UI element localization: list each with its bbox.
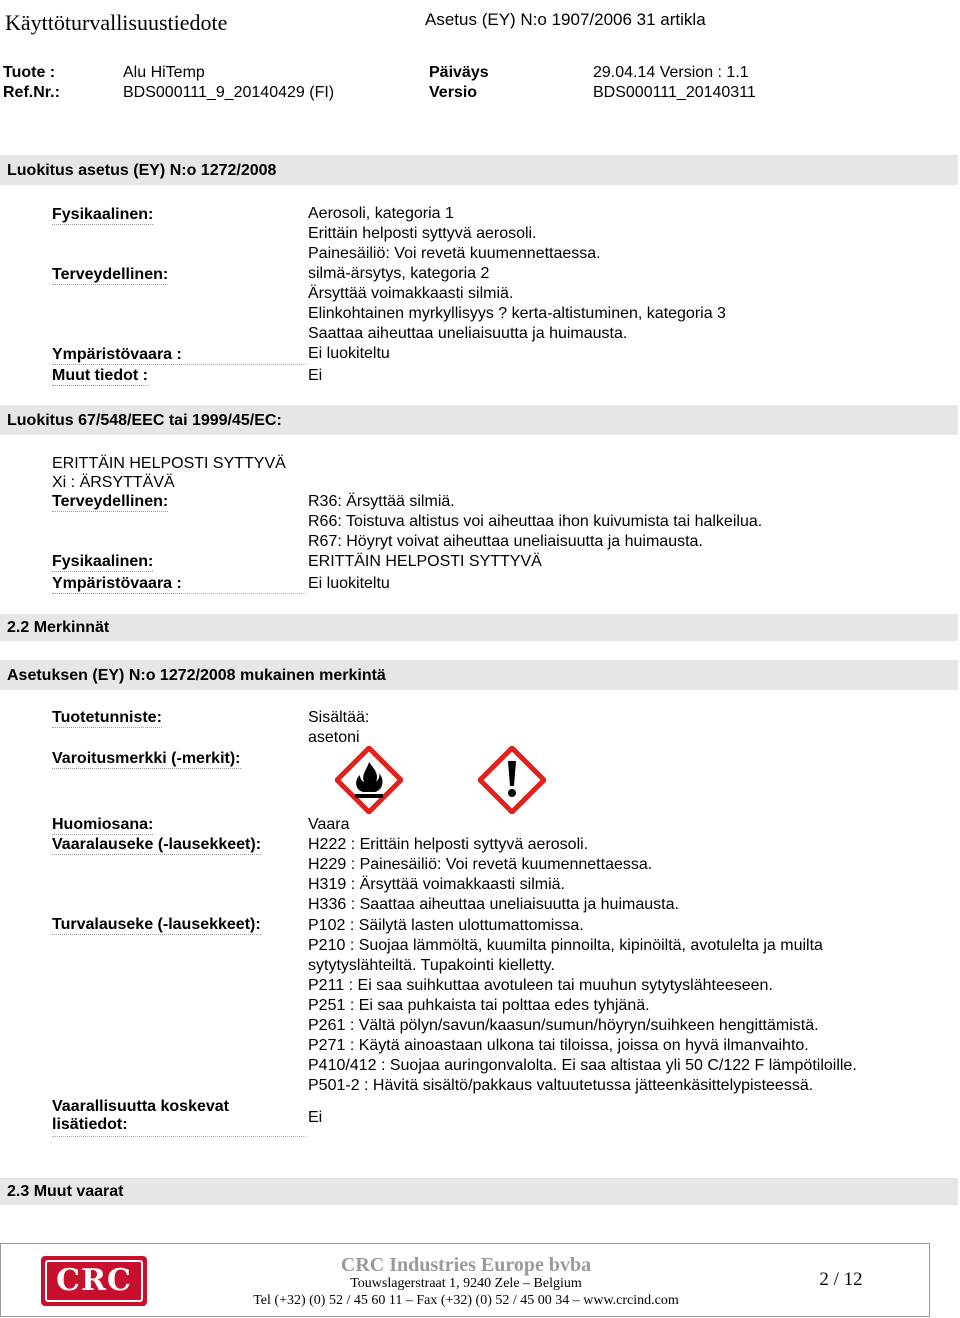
clp-heading: Luokitus asetus (EY) N:o 1272/2008 <box>7 162 277 179</box>
product-name: Alu HiTemp <box>123 64 205 81</box>
labelling-heading-bar <box>0 660 958 690</box>
precautionary-statements <box>308 916 857 1096</box>
ref-number: BDS000111_9_20140429 (FI) <box>123 84 335 101</box>
hazard-statement: H336 : Saattaa aiheuttaa uneliaisuutta ja huimausta. <box>308 896 679 913</box>
exclamation-pictogram-icon <box>478 746 546 814</box>
clp-env-value: Ei luokiteltu <box>308 345 390 362</box>
clp-health-text <box>308 264 726 344</box>
clp-physical-line: Aerosoli, kategoria 1 <box>308 205 454 222</box>
dsd-health-label: Terveydellinen: <box>52 493 169 510</box>
precautionary-statement: P210 : Suojaa lämmöltä, kuumilta pinnoilta, kipinöiltä, avotulelta ja muilta <box>308 937 823 954</box>
precautionary-statement: P271 : Käytä ainoastaan ulkona tai tiloissa, joissa on hyvä ilmanvaihto. <box>308 1037 809 1054</box>
version-value: BDS000111_20140311 <box>593 84 756 101</box>
identifier-line: Sisältää: <box>308 709 370 726</box>
clp-physical-text <box>308 204 601 264</box>
section-2-3-bar <box>0 1178 958 1205</box>
hazard-statement: H319 : Ärsyttää voimakkaasti silmiä. <box>308 876 565 893</box>
version-label: Versio <box>429 84 478 101</box>
supplemental-label-line: lisätiedot: <box>52 1116 128 1133</box>
clp-physical-line: Painesäiliö: Voi revetä kuumennettaessa. <box>308 245 601 262</box>
section-2-2-title: 2.2 Merkinnät <box>7 619 110 636</box>
dsd-health-text <box>308 492 762 552</box>
precautionary-statement: P410/412 : Suojaa auringonvalolta. Ei saa altistaa yli 50 C/122 F lämpötiloille. <box>308 1057 857 1074</box>
clp-health-label: Terveydellinen: <box>52 266 169 283</box>
identifier-line: asetoni <box>308 729 360 746</box>
company-name: CRC Industries Europe bvba <box>340 1254 592 1276</box>
dsd-heading-bar <box>0 405 958 435</box>
identifier-text <box>308 708 369 748</box>
clp-health-line: Ärsyttää voimakkaasti silmiä. <box>308 285 514 302</box>
clp-heading-bar <box>0 155 958 185</box>
signal-word-label: Huomiosana: <box>52 816 154 833</box>
date-label: Päiväys <box>429 64 489 81</box>
dsd-env-value: Ei luokiteltu <box>308 575 390 592</box>
company-logo <box>41 1256 147 1306</box>
hazard-label-column <box>52 814 306 1137</box>
ref-label: Ref.Nr.: <box>3 84 60 101</box>
precautionary-statement: P102 : Säilytä lasten ulottumattomissa. <box>308 917 584 934</box>
supplemental-label-line: Vaarallisuutta koskevat <box>52 1098 229 1115</box>
company-contact: Tel (+32) (0) 52 / 45 60 11 – Fax (+32) (0) 52 / 45 00 34 – www.crcind.com <box>253 1293 679 1308</box>
supplemental-label <box>52 1098 229 1134</box>
clp-physical-line: Erittäin helposti syttyvä aerosoli. <box>308 225 537 242</box>
dsd-classification-line: ERITTÄIN HELPOSTI SYTTYVÄ <box>52 455 286 472</box>
precautionary-statement: P251 : Ei saa puhkaista tai polttaa edes tyhjänä. <box>308 997 650 1014</box>
identifier-label: Tuotetunniste: <box>52 709 162 726</box>
section-2-2-bar <box>0 614 958 641</box>
dsd-physical-label: Fysikaalinen: <box>52 553 154 570</box>
precautionary-statements-label: Turvalauseke (-lausekkeet): <box>52 916 261 933</box>
flame-pictogram-icon <box>335 746 403 814</box>
dsd-heading: Luokitus 67/548/EEC tai 1999/45/EC: <box>7 412 282 429</box>
clp-env-label: Ympäristövaara : <box>52 346 182 363</box>
pictogram-label: Varoitusmerkki (-merkit): <box>52 750 241 767</box>
clp-health-line: Elinkohtainen myrkyllisyys ? kerta-altistuminen, kategoria 3 <box>308 305 726 322</box>
document-title: Käyttöturvallisuustiedote <box>5 10 228 35</box>
precautionary-statement: P261 : Vältä pölyn/savun/kaasun/sumun/höyryn/suihkeen hengittämistä. <box>308 1017 819 1034</box>
clp-other-label: Muut tiedot : <box>52 367 148 384</box>
signal-word-value: Vaara <box>308 816 350 833</box>
precautionary-statement: sytytyslähteiltä. Tupakointi kielletty. <box>308 957 555 974</box>
product-label: Tuote : <box>3 64 56 81</box>
hazard-statements-label: Vaaralauseke (-lausekkeet): <box>52 836 262 853</box>
clp-other-value: Ei <box>308 367 323 384</box>
precautionary-statement: P211 : Ei saa suihkuttaa avotuleen tai muuhun sytytyslähteeseen. <box>308 977 773 994</box>
page-footer <box>0 1243 930 1317</box>
dsd-physical-value: ERITTÄIN HELPOSTI SYTTYVÄ <box>308 553 542 570</box>
dsd-health-line: R67: Höyryt voivat aiheuttaa uneliaisuutta ja huimausta. <box>308 533 703 550</box>
dsd-classification-line: Xi : ÄRSYTTÄVÄ <box>52 474 175 491</box>
clp-health-line: silmä-ärsytys, kategoria 2 <box>308 265 490 282</box>
labelling-heading: Asetuksen (EY) N:o 1272/2008 mukainen merkintä <box>7 667 386 684</box>
clp-health-line: Saattaa aiheuttaa uneliaisuutta ja huimausta. <box>308 325 628 342</box>
regulation-reference: Asetus (EY) N:o 1907/2006 31 artikla <box>425 10 706 29</box>
supplemental-value: Ei <box>308 1109 323 1126</box>
clp-physical-label: Fysikaalinen: <box>52 206 154 223</box>
hazard-statements <box>308 835 679 915</box>
page-number: 2 / 12 <box>819 1269 863 1290</box>
company-address: Touwslagerstraat 1, 9240 Zele – Belgium <box>350 1276 582 1291</box>
dsd-env-label: Ympäristövaara : <box>52 575 182 592</box>
precautionary-statement: P501-2 : Hävitä sisältö/pakkaus valtuutetussa jätteenkäsittelypisteessä. <box>308 1077 814 1094</box>
dsd-health-line: R36: Ärsyttää silmiä. <box>308 493 455 510</box>
hazard-statement: H229 : Painesäiliö: Voi revetä kuumennettaessa. <box>308 856 653 873</box>
dsd-health-line: R66: Toistuva altistus voi aiheuttaa ihon kuivumista tai halkeilua. <box>308 513 763 530</box>
hazard-statement: H222 : Erittäin helposti syttyvä aerosoli. <box>308 836 589 853</box>
logo-text: CRC <box>56 1263 132 1298</box>
section-2-3-title: 2.3 Muut vaarat <box>7 1183 124 1200</box>
date-value: 29.04.14 Version : 1.1 <box>593 64 749 81</box>
